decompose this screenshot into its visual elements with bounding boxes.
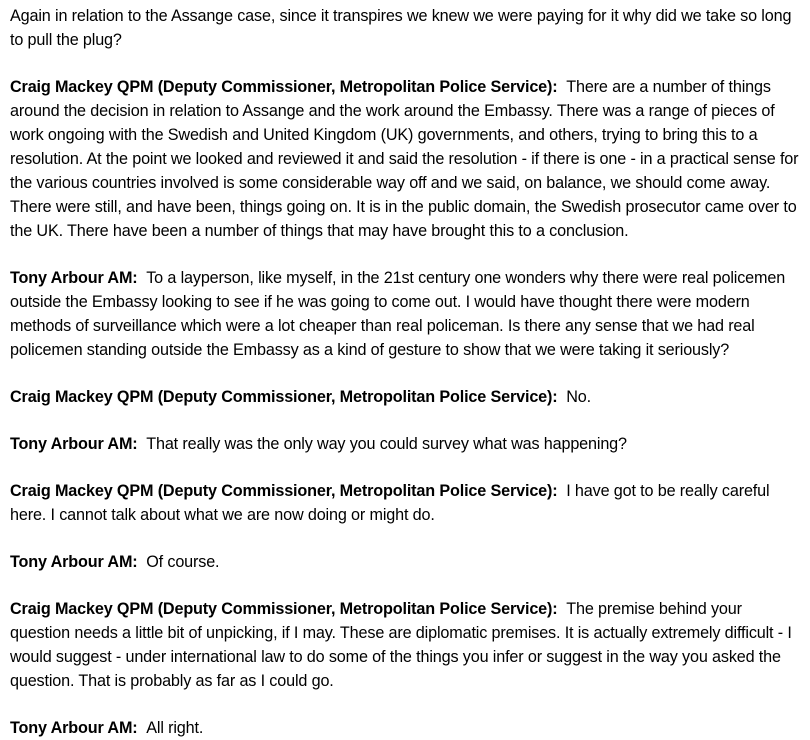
paragraph-text: All right. xyxy=(146,719,204,737)
speaker-name: Craig Mackey QPM (Deputy Commissioner, Metropolitan Police Service): xyxy=(10,600,558,618)
speaker-name: Craig Mackey QPM (Deputy Commissioner, Metropolitan Police Service): xyxy=(10,482,558,500)
speaker-name: Craig Mackey QPM (Deputy Commissioner, Metropolitan Police Service): xyxy=(10,388,558,406)
paragraph-text: Again in relation to the Assange case, since it transpires we knew we were paying for it why did we take so long to pull the plug? xyxy=(10,7,792,49)
paragraph-text: No. xyxy=(566,388,591,406)
transcript-paragraph xyxy=(10,597,806,693)
transcript-paragraph xyxy=(10,4,806,52)
transcript-paragraph xyxy=(10,432,806,456)
paragraph-text: Of course. xyxy=(146,553,220,571)
paragraph-text: There are a number of things around the decision in relation to Assange and the work around the Embassy. There was a range of pieces of work ongoing with the Swedish and United Kingdom (UK) governments, and others, trying to bring this to a resolution. At the point we looked and reviewed it and said the resolution - if there is one - in a practical sense for the various countries involved is some considerable way off and we said, on balance, we should come away. There were still, and have been, things going on. It is in the public domain, the Swedish prosecutor came over to the UK. There have been a number of things that may have brought this to a conclusion. xyxy=(10,78,799,240)
speaker-name: Craig Mackey QPM (Deputy Commissioner, Metropolitan Police Service): xyxy=(10,78,558,96)
paragraph-text: To a layperson, like myself, in the 21st century one wonders why there were real policemen outside the Embassy looking to see if he was going to come out. I would have thought there were modern methods of surveillance which were a lot cheaper than real policeman. Is there any sense that we had real policemen standing outside the Embassy as a kind of gesture to show that we were taking it seriously? xyxy=(10,269,786,359)
speaker-name: Tony Arbour AM: xyxy=(10,553,138,571)
transcript-paragraph xyxy=(10,266,806,362)
transcript-paragraph xyxy=(10,385,806,409)
transcript-paragraph xyxy=(10,75,806,243)
paragraph-text: The premise behind your question needs a little bit of unpicking, if I may. These are diplomatic premises. It is actually extremely difficult - I would suggest - under international law to do some of the things you infer or suggest in the way you asked the question. That is probably as far as I could go. xyxy=(10,600,792,690)
speaker-name: Tony Arbour AM: xyxy=(10,719,138,737)
paragraph-text: I have got to be really careful here. I cannot talk about what we are now doing or might do. xyxy=(10,482,770,524)
speaker-name: Tony Arbour AM: xyxy=(10,435,138,453)
transcript-paragraph xyxy=(10,550,806,574)
speaker-name: Tony Arbour AM: xyxy=(10,269,138,287)
transcript-paragraph xyxy=(10,716,806,740)
transcript-paragraph xyxy=(10,479,806,527)
paragraph-text: That really was the only way you could survey what was happening? xyxy=(146,435,627,453)
